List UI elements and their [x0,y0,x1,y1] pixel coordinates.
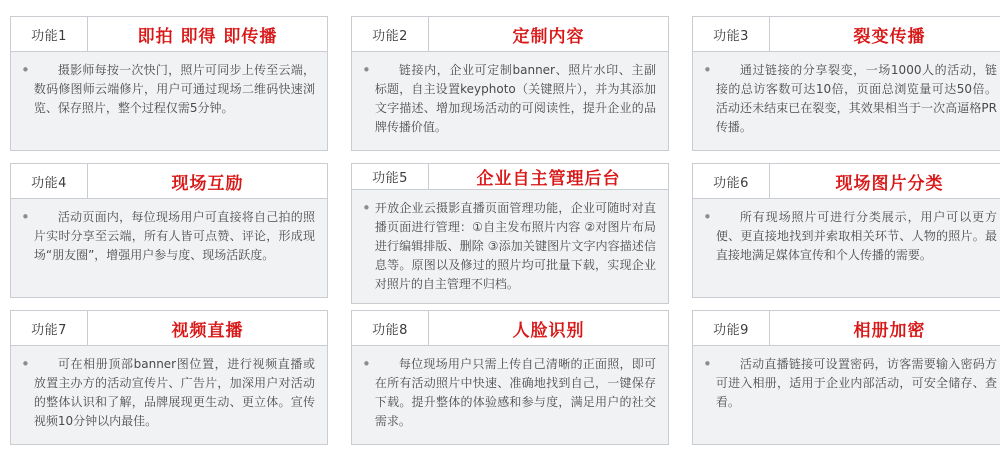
bullet-icon: • [21,208,30,226]
feature-title: 即拍 即得 即传播 [137,26,278,47]
bullet-icon: • [362,355,371,373]
feature-card-header [10,310,328,346]
feature-description: 活动页面内，每位现场用户可直接将自己拍的照片实时分享至云端，所有人皆可点赞、评论，形成现场“朋友圈”，增强用户参与度、现场活跃度。 [33,210,315,262]
feature-card-body [692,52,1000,151]
feature-card [692,163,1000,298]
feature-card [351,16,669,151]
bullet-icon: • [703,208,712,226]
feature-card [351,163,669,298]
feature-card-header [10,163,328,199]
feature-card-header [10,16,328,52]
feature-card-body [351,190,669,304]
feature-card-header [692,310,1000,346]
feature-card [10,163,328,298]
feature-description: 所有现场照片可进行分类展示，用户可以更方便、更直接地找到并索取相关环节、人物的照片。最直接地满足媒体宣传和个人传播的需要。 [715,210,997,262]
feature-card [692,16,1000,151]
feature-card-header [351,163,669,190]
feature-card [351,310,669,445]
feature-description: 链接内，企业可定制banner、照片水印、主副标题，自主设置keyphoto（关键照片），并为其添加文字描述、增加现场活动的可阅读性，提升企业的品牌传播价值。 [374,63,656,134]
feature-title: 视频直播 [171,320,244,341]
bullet-icon: • [21,355,30,373]
feature-card-header [692,163,1000,199]
feature-description: 每位现场用户只需上传自己清晰的正面照，即可在所有活动照片中快速、准确地找到自己，一键保存下载。提升整体的体验感和参与度，满足用户的社交需求。 [374,357,656,428]
feature-card-body [10,52,328,151]
feature-tag: 功能3 [693,17,770,51]
feature-description: 摄影师每按一次快门，照片可同步上传至云端，数码修图师云端修片，用户可通过现场二维码快速浏览、保存照片，整个过程仅需5分钟。 [33,63,315,115]
bullet-icon: • [21,61,30,79]
feature-title: 人脸识别 [512,320,585,341]
feature-tag: 功能2 [352,17,429,51]
feature-tag: 功能1 [11,17,88,51]
feature-card [10,310,328,445]
bullet-icon: • [703,355,712,373]
feature-title: 企业自主管理后台 [476,169,621,189]
feature-card-body [692,199,1000,298]
feature-card [10,16,328,151]
feature-card-header [351,16,669,52]
feature-tag: 功能9 [693,311,770,345]
feature-description: 通过链接的分享裂变，一场1000人的活动，链接的总访客数可达10倍，页面总浏览量可达50倍。活动还未结束已在裂变，其效果相当于一次高逼格PR传播。 [715,63,997,134]
feature-card-body [10,199,328,298]
feature-title: 现场图片分类 [835,173,944,194]
feature-card-body [10,346,328,445]
bullet-icon: • [362,199,371,217]
bullet-icon: • [362,61,371,79]
feature-title: 裂变传播 [853,26,926,47]
feature-tag: 功能5 [352,164,429,189]
feature-tag: 功能8 [352,311,429,345]
feature-card-body [351,52,669,151]
feature-card [692,310,1000,445]
feature-description: 活动直播链接可设置密码，访客需要输入密码方可进入相册，适用于企业内部活动，可安全储存、查看。 [715,357,997,409]
feature-title: 现场互励 [171,173,244,194]
feature-title: 定制内容 [512,26,585,47]
feature-tag: 功能6 [693,164,770,198]
feature-card-body [351,346,669,445]
feature-title: 相册加密 [853,320,926,341]
feature-tag: 功能7 [11,311,88,345]
feature-card-body [692,346,1000,445]
feature-tag: 功能4 [11,164,88,198]
feature-description: 可在相册顶部banner图位置，进行视频直播或放置主办方的活动宣传片、广告片，加深用户对活动的整体认识和了解，品牌展现更生动、更立体。宣传视频10分钟以内最佳。 [33,357,315,428]
bullet-icon: • [703,61,712,79]
feature-card-header [692,16,1000,52]
feature-description: 开放企业云摄影直播页面管理功能，企业可随时对直播页面进行管理：①自主发布照片内容 ②对图片布局进行编辑排版、删除 ③添加关键图片文字内容描述信息等。原图以及修过的照片均可批量下载，实现企业对照片的自主管理不归档。 [374,201,656,291]
feature-card-header [351,310,669,346]
